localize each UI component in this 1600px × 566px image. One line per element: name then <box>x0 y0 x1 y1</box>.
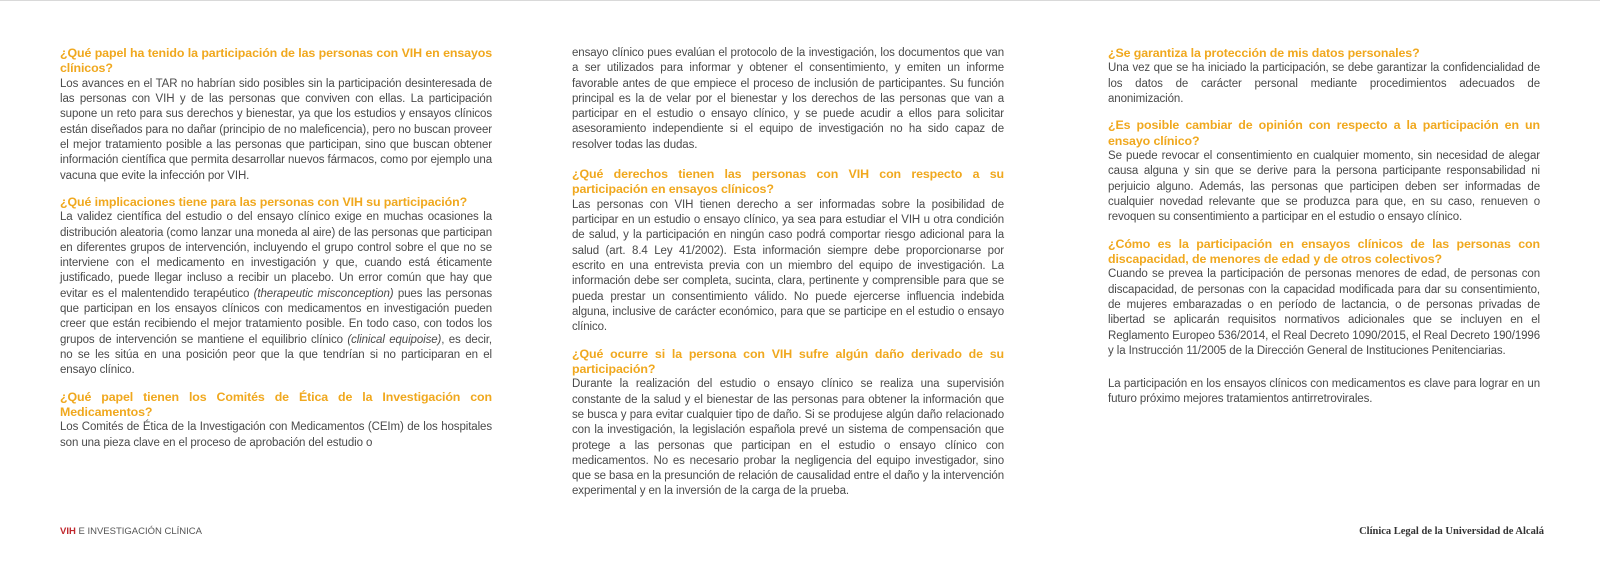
question-heading: ¿Cómo es la participación en ensayos clínicos de las personas con discapacidad, de menores de edad y de otros colectivos? <box>1108 236 1540 266</box>
footer-section: E INVESTIGACIÓN CLÍNICA <box>75 526 203 537</box>
footer-publisher: Clínica Legal de la Universidad de Alcalá <box>1359 526 1544 537</box>
column-2 <box>572 46 1004 511</box>
top-border <box>0 0 1600 1</box>
answer-paragraph: Durante la realización del estudio o ensayo clínico se realiza una supervisión constante de la salud y el bienestar de las personas para obtener la información que se busca y para evitar cualquier tipo de daño. Si se produjese algún daño relacionado con la investigación, la legislación española prevé un sistema de compensación que protege a las personas que participan en el estudio o ensayo clínico con medicamentos. No es necesario probar la negligencia del equipo investigador, sino que se basa en la presunción de relación de causalidad entre el daño y la intervención experimental y en la inversión de la carga de la prueba. <box>572 378 1004 498</box>
italic-term: (clinical equipoise) <box>347 333 442 346</box>
footer-section-title <box>60 526 202 537</box>
italic-term: (therapeutic misconception) <box>253 287 394 300</box>
question-heading: ¿Es posible cambiar de opinión con respecto a la participación en un ensayo clínico? <box>1108 118 1540 148</box>
answer-paragraph: Los Comités de Ética de la Investigación con Medicamentos (CEIm) de los hospitales son una pieza clave en el proceso de aprobación del estudio o <box>60 421 492 449</box>
answer-paragraph: Las personas con VIH tienen derecho a ser informadas sobre la posibilidad de participar en un estudio o ensayo clínico, ya sea para estudiar el VIH u otra condición de salud, y la participación en ningún caso podrá comportar riesgo adicional para la salud (art. 8.4 Ley 41/2002). Esta información siempre debe proporcionarse por escrito en una entrevista previa con un miembro del equipo de investigación. La información debe ser completa, sucinta, clara, pertinente y comprensible para que se pueda prestar un consentimiento válido. No puede ejercerse influencia indebida alguna, inclusive de carácter económico, para que se participe en el estudio o ensayo clínico. <box>572 198 1004 334</box>
question-heading: ¿Qué derechos tienen las personas con VIH con respecto a su participación en ensayos clínicos? <box>572 167 1004 197</box>
answer-paragraph: Los avances en el TAR no habrían sido posibles sin la participación desinteresada de las personas con VIH y de las personas que conviven con ellas. La participación supone un reto para sus derechos y bienestar, ya que los estudios y ensayos clínicos están diseñados para no dañar (principio de no maleficencia), pero no buscan proveer el mejor tratamiento posible a las personas que participan, sino que buscan obtener información científica que permita desarrollar nuevos fármacos, como por ejemplo una vacuna que evite la infección por VIH. <box>60 77 493 182</box>
answer-paragraph: Se puede revocar el consentimiento en cualquier momento, sin necesidad de alegar causa alguna y sin que se derive para la persona participante responsabilidad ni perjuicio alguno. Además, las personas que participen deben ser informadas de cualquier novedad relevante que se produzca para que, en su caso, renueven o revoquen su consentimiento a participar en el estudio o ensayo clínico. <box>1108 150 1540 224</box>
answer-paragraph: Cuando se prevea la participación de personas menores de edad, de personas con discapacidad, de personas con la capacidad modificada para dar su consentimiento, de mujeres embarazadas o en período de lactancia, o de personas privadas de libertad se aplicarán requisitos normativos adicionales que se incluyen en el Reglamento Europeo 536/2014, el Real Decreto 1090/2015, el Real Decreto 190/1996 y la Instrucción 11/2005 de la Dirección General de Instituciones Penitenciarias. <box>1108 268 1540 357</box>
column-3 <box>1108 46 1540 419</box>
question-heading: ¿Qué ocurre si la persona con VIH sufre algún daño derivado de su participación? <box>572 346 1004 376</box>
answer-paragraph: Una vez que se ha iniciado la participación, se debe garantizar la confidencialidad de los datos de carácter personal mediante procedimientos adecuados de anonimización. <box>1108 62 1540 105</box>
answer-paragraph <box>60 210 492 378</box>
answer-paragraph: ensayo clínico pues evalúan el protocolo de la investigación, los documentos que van a ser utilizados para informar y obtener el consentimiento, y emiten un informe favorable antes de que empiece el proceso de inclusión de participantes. Su función principal es la de velar por el bienestar y los derechos de las personas que van a participar en el estudio o ensayo clínico, y se puede acudir a ellos para solicitar asesoramiento independiente si el equipo de investigación no ha sido capaz de resolver todas las dudas. <box>572 47 1004 151</box>
text-run: La validez científica del estudio o del ensayo clínico exige en muchas ocasiones la distribución aleatoria (como lanzar una moneda al aire) de las personas que participan en diferentes grupos de intervención, incluyendo el grupo control sobre el que no se interviene con el medicamento en investigación y que, cuando está éticamente justificado, puede llegar incluso a recibir un placebo. Un error común que hay que evitar es el malentendido terapéutico <box>60 211 492 300</box>
footer-brand: VIH <box>60 526 76 537</box>
text-run: pues las personas que participan en los ensayos clínicos con medicamentos en investigación pueden creer que están recibiendo el mejor tratamiento posible. En todo caso, con todos los grupos de intervención se mantiene el equilibrio clínico <box>60 287 492 346</box>
text-run: , es decir, no se les sitúa en una posición peor que la que tendrían si no participaran en el ensayo clínico. <box>60 333 493 377</box>
question-heading: ¿Qué implicaciones tiene para las personas con VIH su participación? <box>60 194 468 209</box>
closing-paragraph: La participación en los ensayos clínicos con medicamentos es clave para lograr en un futuro próximo mejores tratamientos antirretrovirales. <box>1108 378 1540 406</box>
question-heading: ¿Se garantiza la protección de mis datos personales? <box>1108 46 1420 60</box>
column-1 <box>60 46 492 462</box>
question-heading: ¿Qué papel ha tenido la participación de las personas con VIH en ensayos clínicos? <box>60 46 492 76</box>
question-heading: ¿Qué papel tienen los Comités de Ética de la Investigación con Medicamentos? <box>60 389 492 419</box>
